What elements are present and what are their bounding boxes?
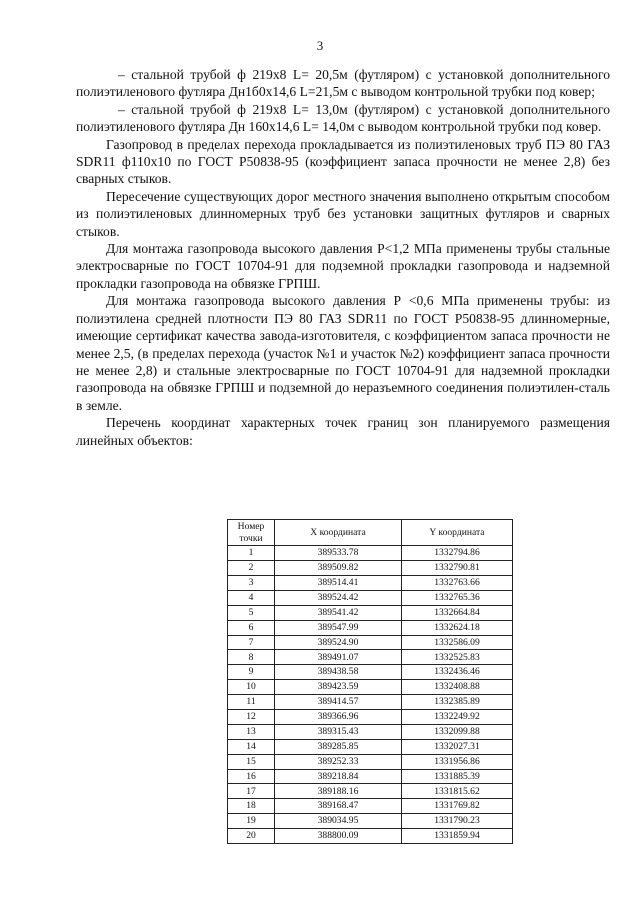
paragraph-pipeline-crossing: Газопровод в пределах перехода прокладывается из полиэтиленовых труб ПЭ 80 ГАЗ SDR11 ф110х10 по ГОСТ Р50838-95 (коэффициент запаса прочности не менее 2,8) без сварных стыков. — [76, 136, 610, 187]
table-row — [228, 575, 513, 590]
table-row — [228, 680, 513, 695]
cell-x-coordinate: 389541.42 — [275, 605, 402, 620]
paragraph-high-pressure-pe: Для монтажа газопровода высокого давления Р <0,6 МПа применены трубы: из полиэтилена средней плотности ПЭ 80 ГАЗ SDR11 по ГОСТ Р50838-95 длинномерные, имеющие сертификат качества завода-изготовителя, с коэффициентом запаса прочности не менее 2,5, (в пределах перехода (участок №1 и участок №2) коэффициент запаса прочности не менее 2,8) и стальные электросварные по ГОСТ 10704-91 для надземной прокладки газопровода на обвязке ГРПШ и подземной до неразъемного соединения полиэтилен-сталь в земле. — [76, 293, 610, 413]
table-row — [228, 635, 513, 650]
cell-x-coordinate: 389423.59 — [275, 680, 402, 695]
paragraph-coordinates-intro: Перечень координат характерных точек границ зон планируемого размещения линейных объектов: — [76, 415, 610, 448]
page-number: 3 — [316, 38, 324, 53]
cell-point-number: 3 — [228, 575, 275, 590]
cell-point-number: 11 — [228, 695, 275, 710]
cell-x-coordinate: 389414.57 — [275, 695, 402, 710]
cell-x-coordinate: 389034.95 — [275, 814, 402, 829]
cell-x-coordinate: 389533.78 — [275, 546, 402, 561]
cell-y-coordinate: 1331769.82 — [402, 799, 513, 814]
cell-point-number: 4 — [228, 590, 275, 605]
table-row — [228, 605, 513, 620]
cell-y-coordinate: 1332099.88 — [402, 724, 513, 739]
header-point-number: Номер точки — [228, 520, 275, 546]
table-row — [228, 799, 513, 814]
cell-x-coordinate: 389547.99 — [275, 620, 402, 635]
cell-y-coordinate: 1331956.86 — [402, 754, 513, 769]
paragraph-road-intersection: Пересечение существующих дорог местного значения выполнено открытым способом из полиэтиленовых длинномерных труб без установки защитных футляров и сварных стыков. — [76, 188, 610, 239]
table-row — [228, 814, 513, 829]
cell-point-number: 10 — [228, 680, 275, 695]
table-row — [228, 695, 513, 710]
cell-y-coordinate: 1332624.18 — [402, 620, 513, 635]
table-row — [228, 829, 513, 844]
table-row — [228, 650, 513, 665]
cell-y-coordinate: 1332763.66 — [402, 575, 513, 590]
table-row — [228, 739, 513, 754]
table-row — [228, 665, 513, 680]
cell-x-coordinate: 389285.85 — [275, 739, 402, 754]
table-row — [228, 784, 513, 799]
cell-x-coordinate: 389218.84 — [275, 769, 402, 784]
cell-y-coordinate: 1332664.84 — [402, 605, 513, 620]
cell-y-coordinate: 1331790.23 — [402, 814, 513, 829]
cell-x-coordinate: 389188.16 — [275, 784, 402, 799]
cell-point-number: 15 — [228, 754, 275, 769]
table-row — [228, 561, 513, 576]
document-body — [76, 66, 610, 449]
table-row — [228, 724, 513, 739]
paragraph-bullet-1: – стальной трубой ф 219х8 L= 20,5м (футляром) с установкой дополнительного полиэтиленового футляра Дн1б0х14,6 L=21,5м с выводом контрольной трубки под ковер; — [76, 67, 610, 100]
table-header-row — [228, 520, 513, 546]
cell-point-number: 2 — [228, 561, 275, 576]
cell-x-coordinate: 389252.33 — [275, 754, 402, 769]
cell-x-coordinate: 389168.47 — [275, 799, 402, 814]
header-x-coordinate: X координата — [275, 520, 402, 546]
cell-x-coordinate: 389514.41 — [275, 575, 402, 590]
cell-point-number: 6 — [228, 620, 275, 635]
cell-point-number: 8 — [228, 650, 275, 665]
coordinates-table — [227, 519, 513, 844]
cell-point-number: 20 — [228, 829, 275, 844]
table-row — [228, 769, 513, 784]
cell-y-coordinate: 1332249.92 — [402, 709, 513, 724]
cell-point-number: 1 — [228, 546, 275, 561]
table-row — [228, 590, 513, 605]
cell-point-number: 9 — [228, 665, 275, 680]
paragraph-high-pressure-steel: Для монтажа газопровода высокого давления Р<1,2 МПа применены трубы стальные электросварные по ГОСТ 10704-91 для подземной прокладки газопровода и надземной прокладки газопровода на обвязке ГРПШ. — [76, 241, 610, 291]
cell-y-coordinate: 1331859.94 — [402, 829, 513, 844]
cell-y-coordinate: 1331815.62 — [402, 784, 513, 799]
cell-point-number: 5 — [228, 605, 275, 620]
cell-x-coordinate: 389315.43 — [275, 724, 402, 739]
cell-x-coordinate: 389509.82 — [275, 561, 402, 576]
cell-y-coordinate: 1332525.83 — [402, 650, 513, 665]
cell-point-number: 17 — [228, 784, 275, 799]
cell-y-coordinate: 1332408.88 — [402, 680, 513, 695]
table-row — [228, 620, 513, 635]
cell-x-coordinate: 388800.09 — [275, 829, 402, 844]
cell-y-coordinate: 1332765.36 — [402, 590, 513, 605]
cell-point-number: 19 — [228, 814, 275, 829]
table-row — [228, 754, 513, 769]
cell-x-coordinate: 389366.96 — [275, 709, 402, 724]
cell-y-coordinate: 1332794.86 — [402, 546, 513, 561]
cell-y-coordinate: 1332027.31 — [402, 739, 513, 754]
cell-point-number: 14 — [228, 739, 275, 754]
cell-point-number: 16 — [228, 769, 275, 784]
cell-point-number: 12 — [228, 709, 275, 724]
table-row — [228, 709, 513, 724]
cell-y-coordinate: 1332790.81 — [402, 561, 513, 576]
cell-x-coordinate: 389438.58 — [275, 665, 402, 680]
cell-point-number: 18 — [228, 799, 275, 814]
paragraph-bullet-2: – стальной трубой ф 219х8 L= 13,0м (футляром) с установкой дополнительного полиэтиленового футляра Дн 160х14,6 L= 14,0м с выводом контрольной трубки под ковер. — [76, 101, 610, 135]
cell-y-coordinate: 1332385.89 — [402, 695, 513, 710]
cell-y-coordinate: 1332586.09 — [402, 635, 513, 650]
cell-y-coordinate: 1332436.46 — [402, 665, 513, 680]
cell-x-coordinate: 389524.42 — [275, 590, 402, 605]
table-row — [228, 546, 513, 561]
cell-x-coordinate: 389524.90 — [275, 635, 402, 650]
cell-point-number: 7 — [228, 635, 275, 650]
cell-point-number: 13 — [228, 724, 275, 739]
cell-x-coordinate: 389491.07 — [275, 650, 402, 665]
header-y-coordinate: Y координата — [402, 520, 513, 546]
cell-y-coordinate: 1331885.39 — [402, 769, 513, 784]
